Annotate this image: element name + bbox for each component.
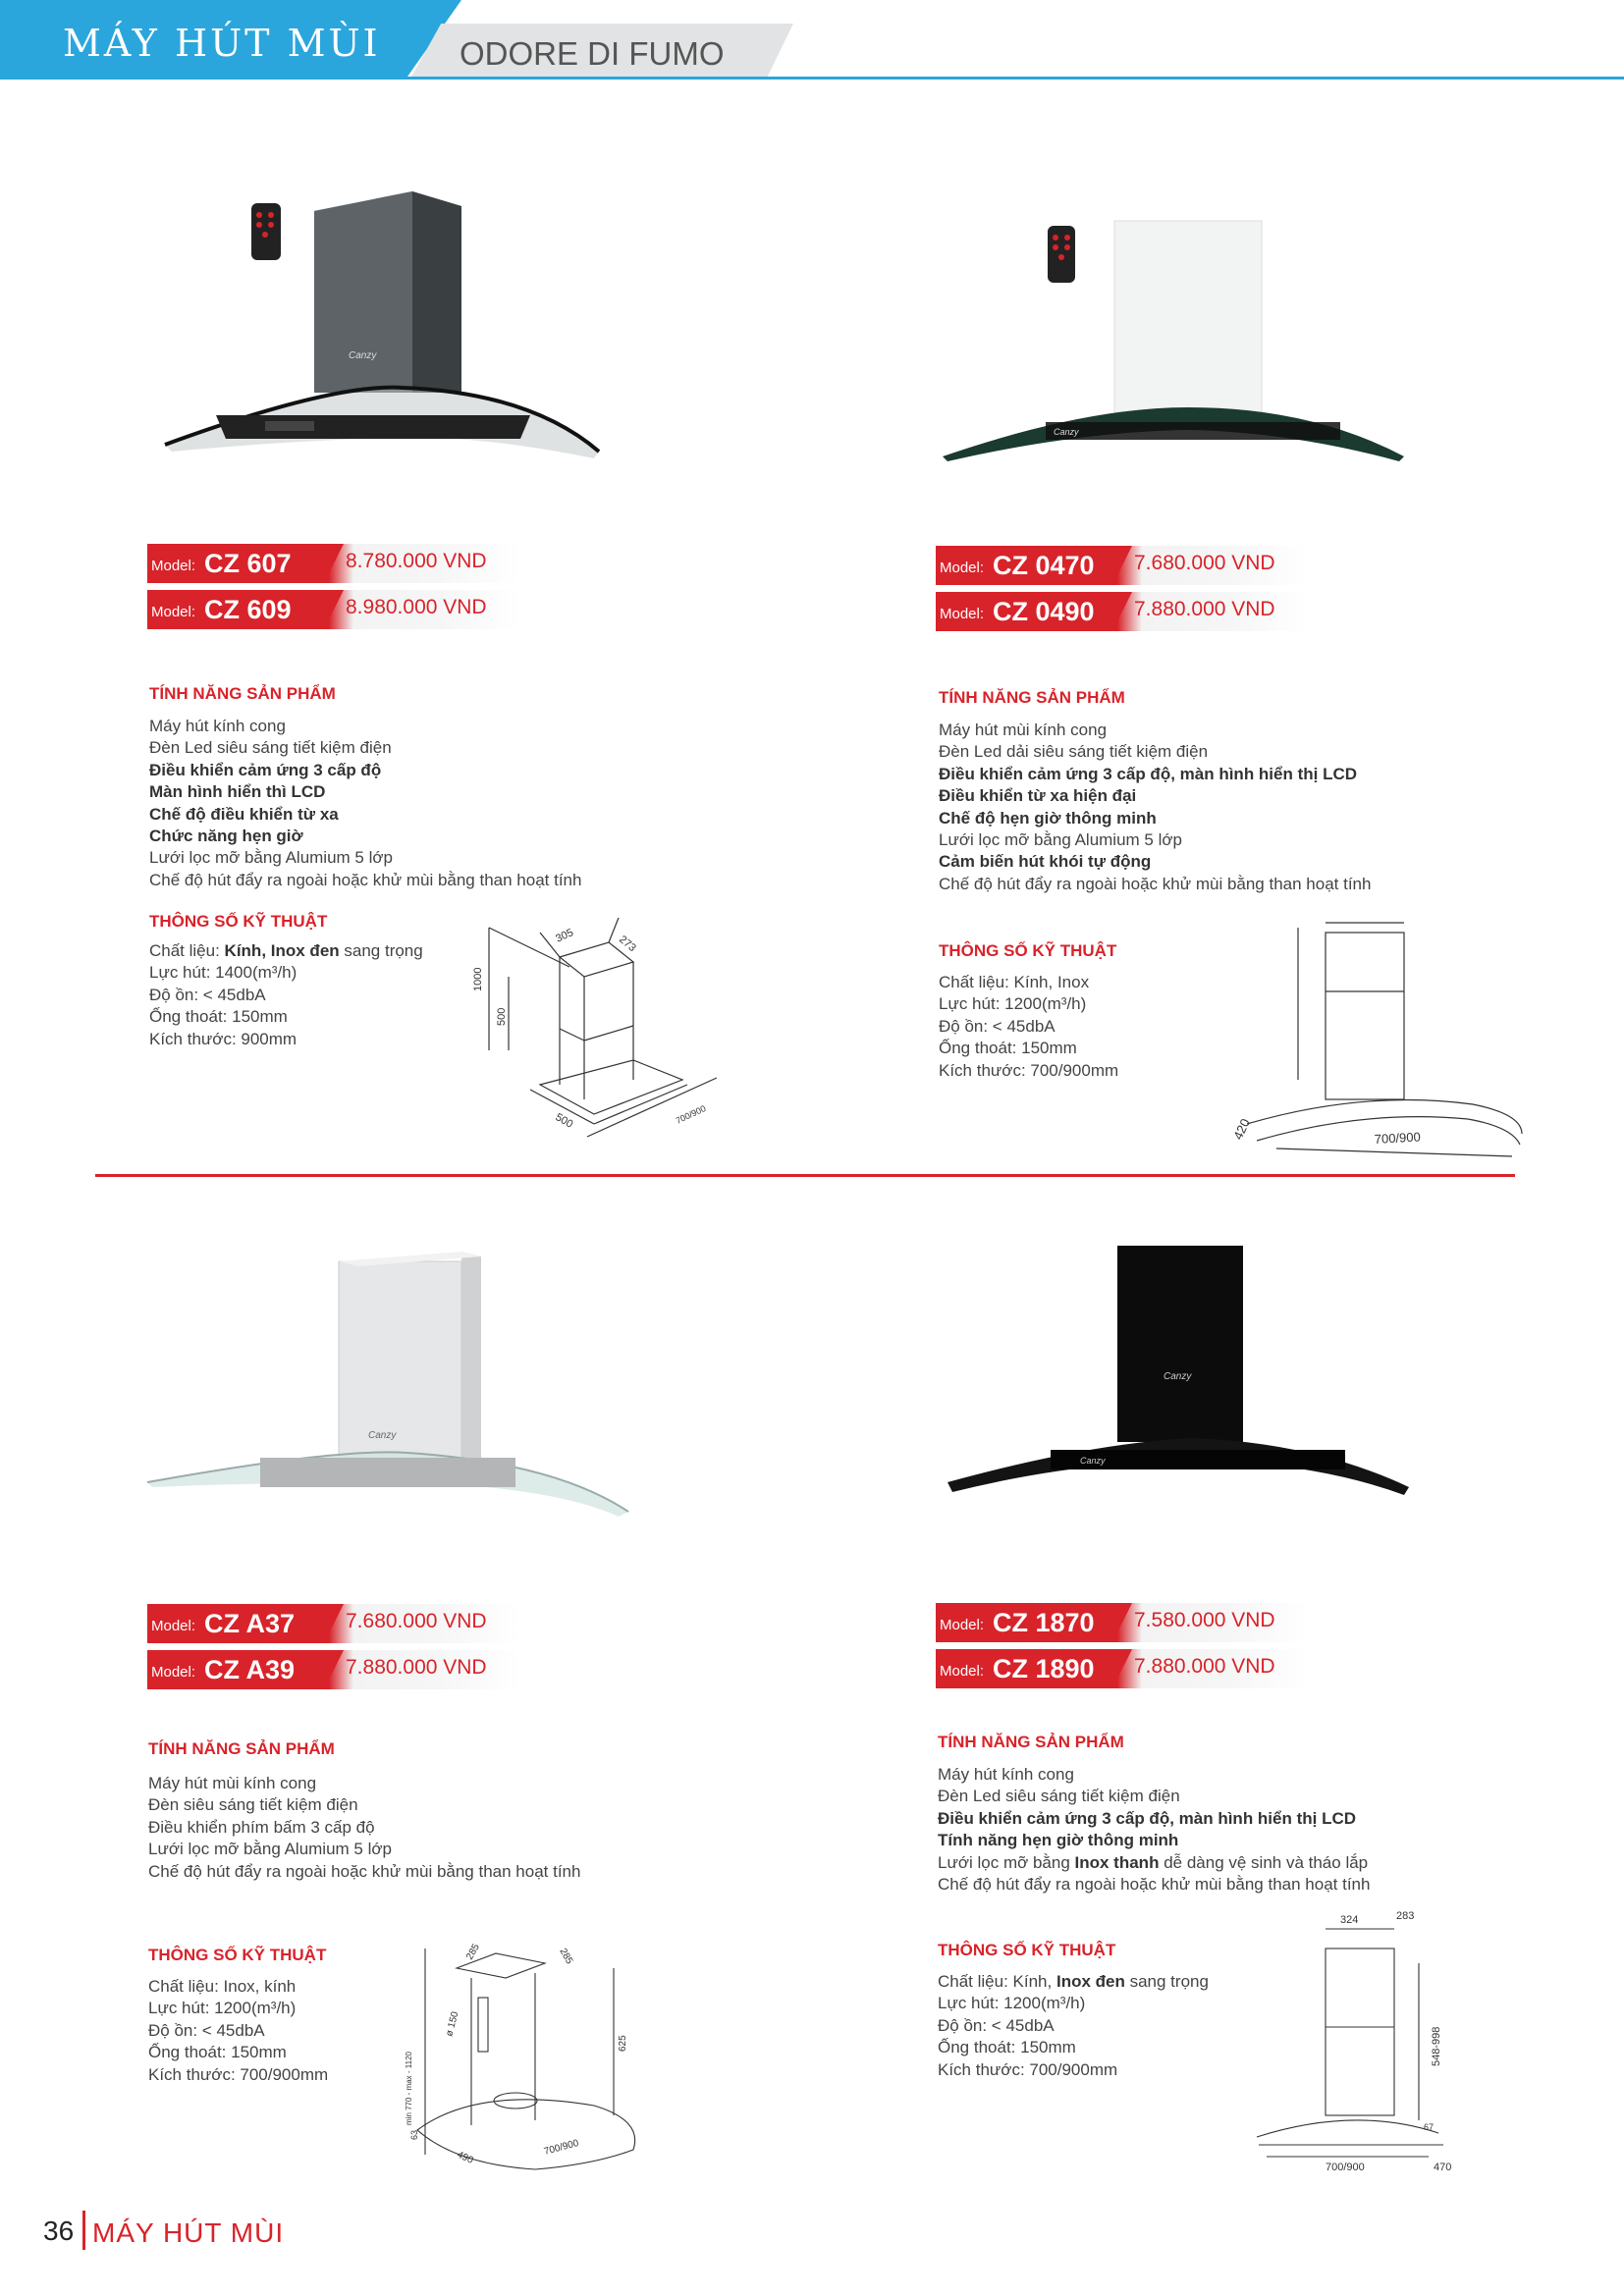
svg-text:Canzy: Canzy [1080,1456,1106,1466]
dimension-diagram-cz0470 [1227,913,1532,1158]
model-name: CZ A39 [204,1655,296,1684]
feature-item: Đèn Led siêu sáng tiết kiệm điện [149,738,392,758]
svg-text:500: 500 [553,1111,575,1131]
spec-material: Chất liệu: Kính, Inox đen sang trọng [149,941,423,960]
feature-item: Lưới lọc mỡ bằng Alumium 5 lớp [149,848,393,868]
svg-text:Canzy: Canzy [349,350,377,361]
features-heading: TÍNH NĂNG SẢN PHẨM [149,684,336,703]
spec-pipe: Ống thoát: 150mm [149,1007,288,1027]
spec-pipe: Ống thoát: 150mm [148,2043,287,2062]
feature-item: Lưới lọc mỡ bằng Alumium 5 lớp [148,1840,392,1859]
svg-text:min 770 - max - 1120: min 770 - max - 1120 [405,2052,413,2125]
product-image-cz0470 [938,206,1409,471]
spec-suction: Lực hút: 1200(m³/h) [939,994,1087,1014]
svg-text:470: 470 [1434,2162,1452,2173]
feature-mesh: Lưới lọc mỡ bằng Inox thanh dễ dàng vệ sinh và tháo lắp [938,1852,1369,1872]
model-name: CZ 1890 [993,1654,1095,1683]
model-price: 7.880.000 VND [1134,1655,1275,1678]
svg-text:324: 324 [1340,1914,1359,1926]
spec-suction: Lực hút: 1400(m³/h) [149,963,298,983]
svg-text:490: 490 [455,2149,475,2166]
footer-bar [82,2211,85,2250]
spec-noise: Độ ồn: < 45dbA [149,985,266,1004]
remote-control-icon [251,203,281,260]
features-list [149,716,581,891]
spec-suction: Lực hút: 1200(m³/h) [938,1994,1086,2013]
specs-heading: THÔNG SỐ KỸ THUẬT [148,1946,327,1964]
spec-material: Chất liệu: Inox, kính [148,1977,297,1996]
specs-heading: THÔNG SỐ KỸ THUẬT [938,1941,1116,1959]
product-image-cz607 [157,182,609,476]
spec-material: Chất liệu: Kính, Inox đen sang trọng [938,1972,1209,1991]
footer-title: MÁY HÚT MÙI [92,2217,285,2248]
dimension-diagram-cz607 [471,913,766,1148]
spec-pipe: Ống thoát: 150mm [939,1039,1077,1058]
product-image-cza37 [142,1242,633,1526]
model-name: CZ A37 [204,1609,296,1638]
feature-item: Chế độ hút đẩy ra ngoài hoặc khử mùi bằng than hoạt tính [149,870,582,889]
specs-list [149,940,423,1050]
svg-text:285: 285 [464,1942,482,1962]
feature-item: Lưới lọc mỡ bằng Alumium 5 lớp [939,830,1182,850]
model-name: CZ 0470 [993,551,1095,580]
model-band-cz1870: Model: CZ 1870 7.580.000 VND [936,1603,1309,1642]
page-title: MÁY HÚT MÙI [63,22,381,65]
spec-material: Chất liệu: Kính, Inox [939,973,1090,991]
section-divider [95,1174,1515,1177]
feature-item: Màn hình hiển thì LCD [149,782,326,802]
model-name: CZ 0490 [993,597,1095,626]
spec-size: Kích thước: 700/900mm [148,2064,329,2084]
model-price: 7.880.000 VND [346,1656,487,1679]
model-price: 8.980.000 VND [346,596,487,618]
feature-item: Chức năng hẹn giờ [149,827,303,846]
model-name: CZ 1870 [993,1608,1095,1637]
feature-item: Chế độ hút đẩy ra ngoài hoặc khử mùi bằng than hoạt tính [148,1861,581,1881]
features-list: Máy hút kính cong Đèn Led siêu sáng tiết kiệm điện Điều khiển cảm ứng 3 cấp độ, màn hình hiển thị LCD Tính năng hẹn giờ thông minh Lưới lọc mỡ bằng Inox thanh dễ dàng vệ sinh và tháo lắp Chế độ hút đẩy ra ngoài hoặc khử mùi bằng than hoạt tính [938,1765,1371,1895]
spec-pipe: Ống thoát: 150mm [938,2038,1076,2057]
feature-item: Điều khiển từ xa hiện đại [939,786,1137,806]
svg-text:700/900: 700/900 [542,2137,580,2158]
product-image-cz1870 [943,1242,1414,1507]
features-heading: TÍNH NĂNG SẢN PHẨM [148,1739,335,1758]
svg-text:420: 420 [1230,1116,1253,1143]
dimension-diagram-cza37 [398,1929,663,2174]
feature-item: Đèn siêu sáng tiết kiệm điện [148,1795,358,1815]
spec-noise: Độ ồn: < 45dbA [939,1016,1056,1036]
svg-text:ø 150: ø 150 [444,2010,461,2038]
svg-text:700/900: 700/900 [1326,2162,1365,2173]
feature-item: Máy hút mùi kính cong [939,721,1108,739]
model-band-cza39: Model: CZ A39 7.880.000 VND [147,1650,520,1689]
model-band-cza37: Model: CZ A37 7.680.000 VND [147,1604,520,1643]
header-rule [0,77,1624,80]
spec-noise: Độ ồn: < 45dbA [938,2015,1055,2035]
svg-text:1000: 1000 [472,967,484,991]
svg-text:283: 283 [1396,1910,1415,1922]
svg-text:548-998: 548-998 [1431,2026,1442,2066]
features-heading: TÍNH NĂNG SẢN PHẨM [939,688,1125,707]
remote-control-icon [1048,226,1075,283]
model-price: 8.780.000 VND [346,550,487,572]
model-price: 7.880.000 VND [1134,598,1275,620]
spec-suction: Lực hút: 1200(m³/h) [148,1999,297,2018]
svg-text:67: 67 [1424,2122,1435,2132]
model-name: CZ 609 [204,595,292,624]
svg-text:273: 273 [617,934,638,955]
specs-list [148,1976,328,2086]
model-band-cz607: Model: CZ 607 8.780.000 VND [147,544,520,583]
feature-item: Chế độ hút đẩy ra ngoài hoặc khử mùi bằng than hoạt tính [939,874,1372,893]
page-subtitle: ODORE DI FUMO [460,35,725,72]
feature-item: Máy hút mùi kính cong [148,1774,317,1792]
model-price: 7.680.000 VND [346,1610,487,1632]
model-band-cz0470: Model: CZ 0470 7.680.000 VND [936,546,1309,585]
dimension-diagram-cz1870 [1247,1909,1483,2174]
svg-text:700/900: 700/900 [1374,1129,1422,1147]
features-list [939,720,1371,895]
svg-text:285: 285 [557,1947,575,1966]
feature-item: Máy hút kính cong [149,717,286,735]
features-heading: TÍNH NĂNG SẢN PHẨM [938,1733,1124,1751]
model-name: CZ 607 [204,549,292,578]
model-band-cz609: Model: CZ 609 8.980.000 VND [147,590,520,629]
svg-text:305: 305 [554,927,575,945]
svg-text:63: 63 [409,2129,419,2140]
spec-noise: Độ ồn: < 45dbA [148,2020,265,2040]
model-price: 7.680.000 VND [1134,552,1275,574]
specs-heading: THÔNG SỐ KỸ THUẬT [149,912,328,931]
svg-text:Canzy: Canzy [1054,427,1079,437]
svg-text:Canzy: Canzy [368,1430,397,1441]
model-band-cz1890: Model: CZ 1890 7.880.000 VND [936,1649,1309,1688]
features-list [148,1773,580,1883]
svg-text:700/900: 700/900 [674,1102,708,1126]
feature-item: Đèn Led dải siêu sáng tiết kiệm điện [939,742,1209,762]
feature-item: Cảm biến hút khói tự động [939,852,1152,872]
spec-size: Kích thước: 700/900mm [938,2059,1118,2079]
spec-size: Kích thước: 700/900mm [939,1060,1119,1080]
svg-text:Canzy: Canzy [1164,1371,1192,1382]
spec-size: Kích thước: 900mm [149,1029,298,1048]
feature-item: Chế độ điều khiển từ xa [149,804,339,824]
feature-item: Chế độ hẹn giờ thông minh [939,808,1157,828]
specs-heading: THÔNG SỐ KỸ THUẬT [939,941,1117,960]
feature-item: Điều khiển cảm ứng 3 cấp độ [149,760,382,779]
specs-list [939,972,1118,1082]
model-band-cz0490: Model: CZ 0490 7.880.000 VND [936,592,1309,631]
svg-text:625: 625 [618,2035,628,2052]
feature-item: Điều khiển phím bấm 3 cấp độ [148,1817,375,1837]
specs-list [938,1971,1209,2081]
page-number: 36 [43,2216,75,2246]
feature-item: Điều khiển cảm ứng 3 cấp độ, màn hình hiển thị LCD [939,764,1358,783]
svg-text:500: 500 [496,1007,508,1026]
model-price: 7.580.000 VND [1134,1609,1275,1631]
